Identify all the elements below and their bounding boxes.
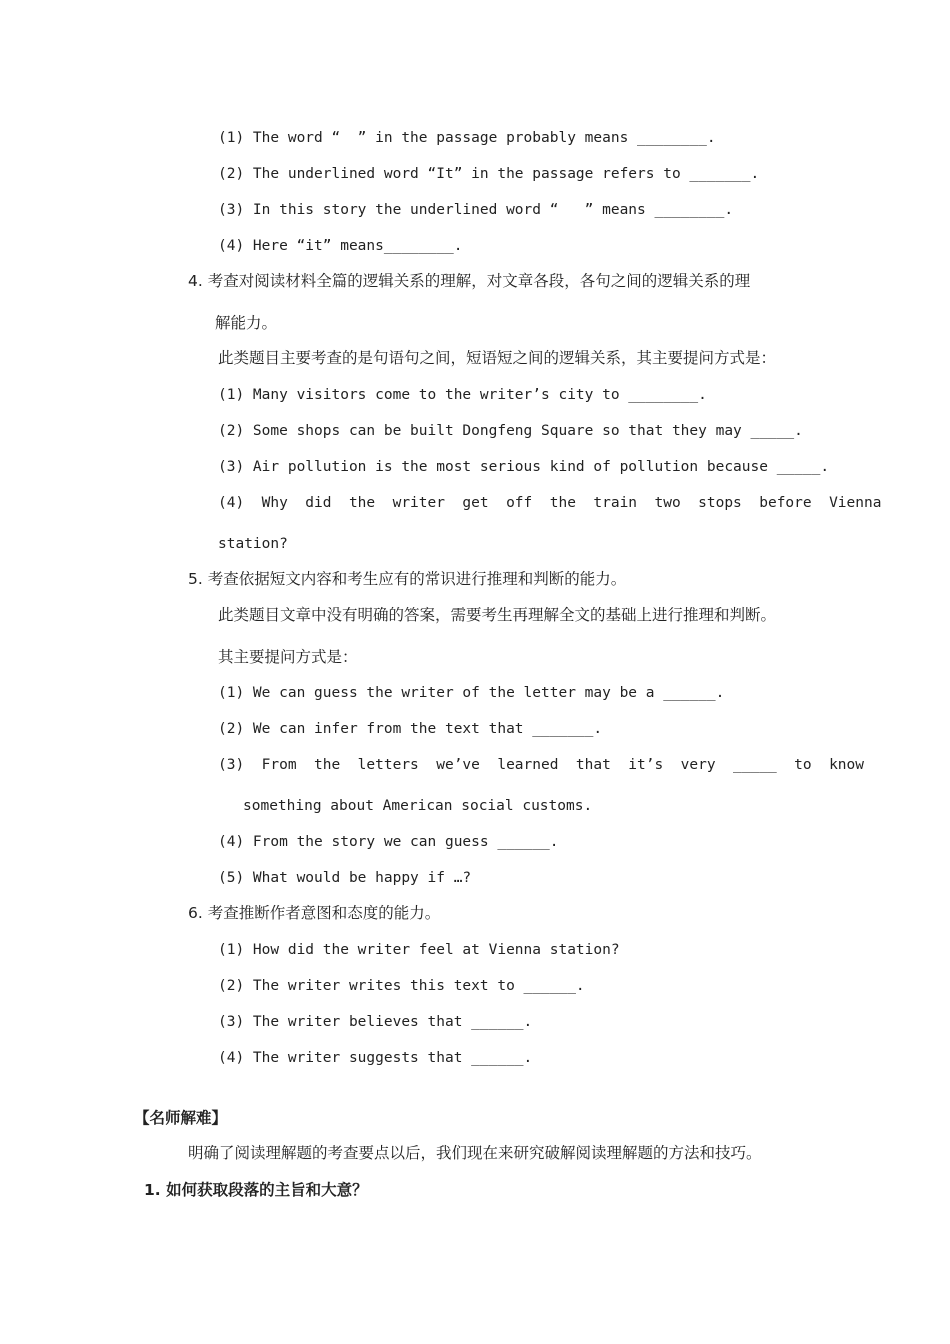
question-1: 1. 如何获取段落的主旨和大意？ xyxy=(144,1181,368,1199)
sec5-item-1: (1) We can guess the writer of the letter may be a ______. xyxy=(218,685,725,701)
sec5-heading: 5. 考查依据短文内容和考生应有的常识进行推理和判断的能力。 xyxy=(188,570,627,588)
sec6-heading: 6. 考查推断作者意图和态度的能力。 xyxy=(188,904,441,922)
sec5-item-3-cont: something about American social customs. xyxy=(243,798,593,814)
sec4-item-3: (3) Air pollution is the most serious kind of pollution because _____. xyxy=(218,459,830,475)
sec6-item-1: (1) How did the writer feel at Vienna station? xyxy=(218,942,620,958)
sec5-intro-line1: 此类题目文章中没有明确的答案，需要考生再理解全文的基础上进行推理和判断。 xyxy=(218,606,777,624)
sec4-item-1: (1) Many visitors come to the writer’s city to ________. xyxy=(218,387,707,403)
sec3-item-2: (2) The underlined word “It” in the passage refers to _______. xyxy=(218,166,760,182)
teacher-heading: 【名师解难】 xyxy=(134,1109,228,1127)
sec4-item-4: (4) Why did the writer get off the train two stops before Vienna xyxy=(218,495,882,511)
sec4-heading-line2: 解能力。 xyxy=(215,314,278,332)
sec5-intro-line2: 其主要提问方式是： xyxy=(218,648,358,666)
sec4-intro: 此类题目主要考查的是句语句之间，短语短之间的逻辑关系，其主要提问方式是： xyxy=(218,349,777,367)
sec5-item-4: (4) From the story we can guess ______. xyxy=(218,834,559,850)
sec6-item-3: (3) The writer believes that ______. xyxy=(218,1014,533,1030)
sec5-item-2: (2) We can infer from the text that _______. xyxy=(218,721,603,737)
sec3-item-3: (3) In this story the underlined word “ ” means ________. xyxy=(218,202,734,218)
sec6-item-2: (2) The writer writes this text to ______. xyxy=(218,978,585,994)
sec4-heading-line1: 4. 考查对阅读材料全篇的逻辑关系的理解，对文章各段，各句之间的逻辑关系的理 xyxy=(188,272,751,290)
teacher-intro: 明确了阅读理解题的考查要点以后，我们现在来研究破解阅读理解题的方法和技巧。 xyxy=(188,1144,762,1162)
sec4-item-4-cont: station? xyxy=(218,536,288,552)
sec3-item-1: (1) The word “ ” in the passage probably means ________. xyxy=(218,130,716,146)
sec6-item-4: (4) The writer suggests that ______. xyxy=(218,1050,533,1066)
sec5-item-5: (5) What would be happy if …? xyxy=(218,870,472,886)
sec4-item-2: (2) Some shops can be built Dongfeng Square so that they may _____. xyxy=(218,423,803,439)
sec5-item-3: (3) From the letters we’ve learned that it’s very _____ to know xyxy=(218,757,865,773)
sec3-item-4: (4) Here “it” means________. xyxy=(218,238,463,254)
